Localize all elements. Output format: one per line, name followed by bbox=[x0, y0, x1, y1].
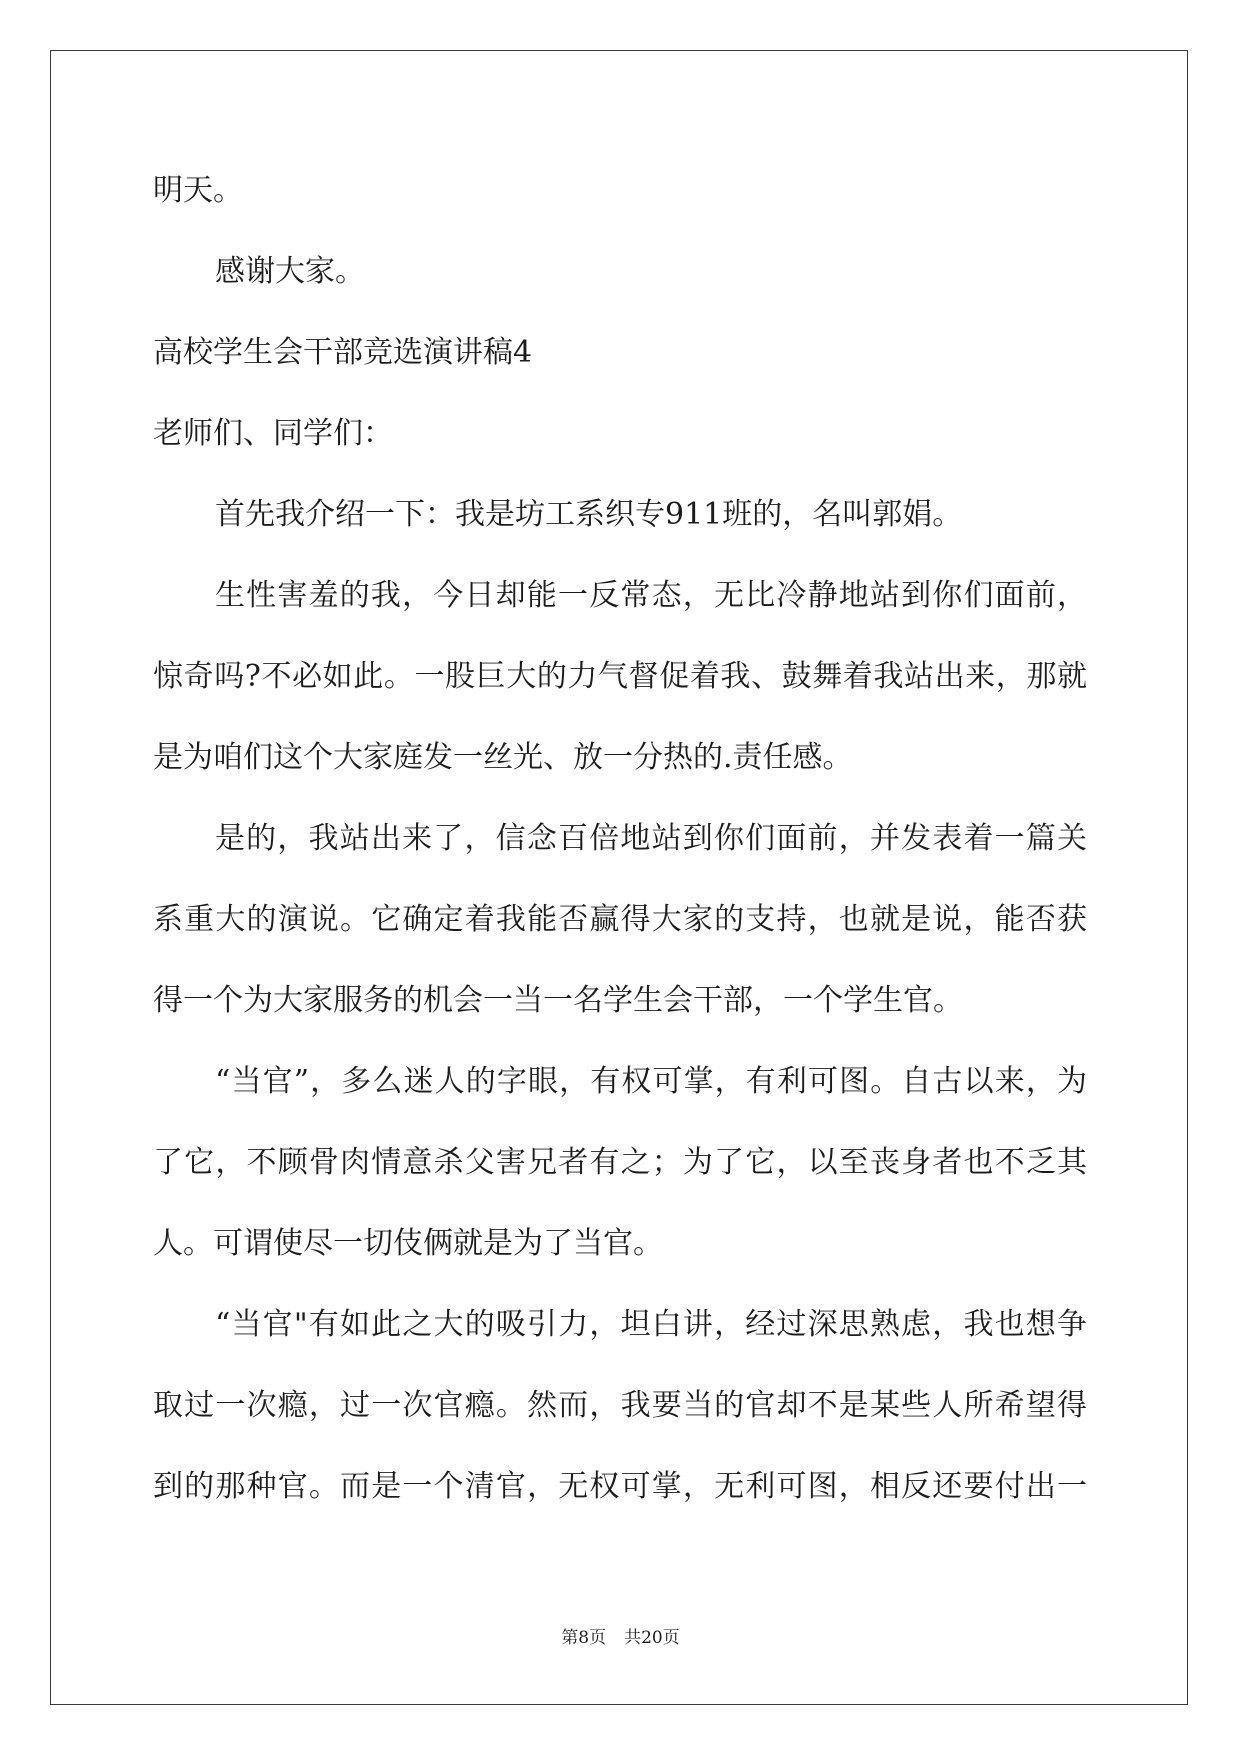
salutation-line: 老师们、同学们： bbox=[153, 416, 393, 451]
paragraph-line: 是为咱们这个大家庭发一丝光、放一分热的.责任感。 bbox=[153, 740, 853, 775]
paragraph-line: 明天。 bbox=[153, 173, 243, 208]
paragraph bbox=[153, 474, 1087, 555]
paragraph bbox=[153, 1284, 1087, 1527]
paragraph-line: 是的，我站出来了，信念百倍地站到你们面前，并发表着一篇关 bbox=[215, 821, 1087, 856]
paragraph bbox=[153, 231, 1087, 312]
paragraph-line: 首先我介绍一下：我是坊工系织专911班的，名叫郭娟。 bbox=[215, 497, 963, 532]
paragraph-line: “当官”，多么迷人的字眼，有权可掌，有利可图。自古以来，为 bbox=[215, 1064, 1087, 1099]
paragraph-line: 惊奇吗?不必如此。一股巨大的力气督促着我、鼓舞着我站出来，那就 bbox=[153, 659, 1087, 694]
page-number: 第8页 bbox=[561, 1628, 607, 1648]
paragraph bbox=[153, 798, 1087, 1041]
paragraph bbox=[153, 1041, 1087, 1284]
paragraph-line: 取过一次瘾，过一次官瘾。然而，我要当的官却不是某些人所希望得 bbox=[153, 1388, 1087, 1423]
paragraph-line: 了它，不顾骨肉情意杀父害兄者有之；为了它，以至丧身者也不乏其 bbox=[153, 1145, 1087, 1180]
paragraph-line: 得一个为大家服务的机会一当一名学生会干部，一个学生官。 bbox=[153, 983, 963, 1018]
salutation bbox=[153, 393, 1087, 474]
paragraph-line: 到的那种官。而是一个清官，无权可掌，无利可图，相反还要付出一 bbox=[153, 1469, 1087, 1504]
section-title-line: 高校学生会干部竞选演讲稿4 bbox=[153, 335, 533, 370]
paragraph bbox=[153, 555, 1087, 798]
paragraph-line: 生性害羞的我，今日却能一反常态，无比冷静地站到你们面前， bbox=[215, 578, 1087, 613]
page-footer bbox=[0, 1625, 1241, 1651]
paragraph bbox=[153, 150, 1087, 231]
page-total: 共20页 bbox=[624, 1628, 680, 1648]
document-body bbox=[153, 150, 1087, 1527]
paragraph-line: “当官"有如此之大的吸引力，坦白讲，经过深思熟虑，我也想争 bbox=[215, 1307, 1087, 1342]
paragraph-line: 系重大的演说。它确定着我能否赢得大家的支持，也就是说，能否获 bbox=[153, 902, 1087, 937]
paragraph-line: 人。可谓使尽一切伎俩就是为了当官。 bbox=[153, 1226, 663, 1261]
paragraph-line: 感谢大家。 bbox=[215, 254, 365, 289]
section-title bbox=[153, 312, 1087, 393]
